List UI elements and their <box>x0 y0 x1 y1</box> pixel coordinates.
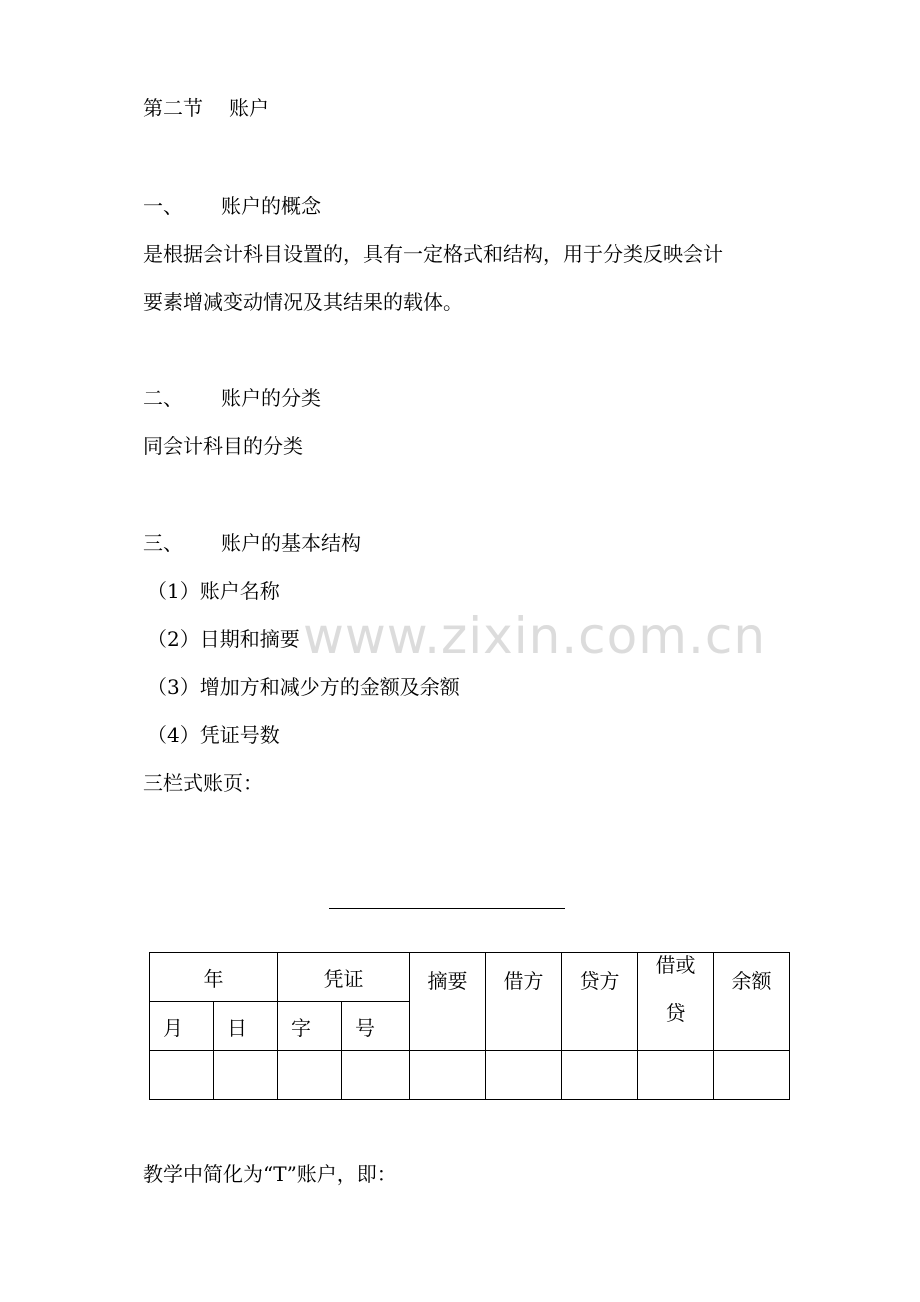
header-summary: 摘要 <box>410 953 486 1051</box>
header-debit: 借方 <box>486 953 562 1051</box>
table-cell <box>562 1051 638 1100</box>
section-title <box>143 96 269 120</box>
header-debit-or-credit-text: 借或贷 <box>655 953 696 1025</box>
three-column-label: 三栏式账页： <box>143 771 263 795</box>
watermark: www.zixin.com.cn <box>303 607 767 665</box>
heading-1 <box>143 194 321 218</box>
t-account-text: 教学中简化为“T”账户，即： <box>143 1162 397 1186</box>
header-day: 日 <box>214 1002 278 1051</box>
header-balance: 余额 <box>714 953 790 1051</box>
table-cell <box>486 1051 562 1100</box>
structure-item: （2）日期和摘要 <box>147 627 300 651</box>
heading-2-text: 账户的分类 <box>221 386 321 410</box>
concept-line-2: 要素增减变动情况及其结果的载体。 <box>143 290 463 314</box>
table-cell <box>278 1051 342 1100</box>
header-word: 字 <box>278 1002 342 1051</box>
table-header-row <box>150 953 790 1002</box>
account-title-line <box>329 908 565 909</box>
table-cell <box>638 1051 714 1100</box>
table-cell <box>342 1051 410 1100</box>
heading-3-num: 三、 <box>143 531 183 555</box>
table-cell <box>410 1051 486 1100</box>
heading-1-text: 账户的概念 <box>221 194 321 218</box>
heading-2 <box>143 386 321 410</box>
heading-1-num: 一、 <box>143 194 183 218</box>
header-credit: 贷方 <box>562 953 638 1051</box>
section-title-text: 账户 <box>229 96 269 120</box>
table-cell <box>214 1051 278 1100</box>
heading-3 <box>143 531 361 555</box>
heading-2-num: 二、 <box>143 386 183 410</box>
header-month: 月 <box>150 1002 214 1051</box>
structure-item: （4）凭证号数 <box>147 723 280 747</box>
table-cell <box>714 1051 790 1100</box>
classification-text: 同会计科目的分类 <box>143 434 303 458</box>
ledger-table <box>149 952 790 1100</box>
table-row <box>150 1051 790 1100</box>
structure-item: （3）增加方和减少方的金额及余额 <box>147 675 460 699</box>
section-title-prefix: 第二节 <box>143 96 203 120</box>
header-number: 号 <box>342 1002 410 1051</box>
header-debit-or-credit <box>638 953 714 1051</box>
heading-3-text: 账户的基本结构 <box>221 531 361 555</box>
table-cell <box>150 1051 214 1100</box>
header-year: 年 <box>150 953 278 1002</box>
concept-line-1: 是根据会计科目设置的，具有一定格式和结构，用于分类反映会计 <box>143 242 723 266</box>
header-voucher: 凭证 <box>278 953 410 1002</box>
structure-item: （1）账户名称 <box>147 579 280 603</box>
